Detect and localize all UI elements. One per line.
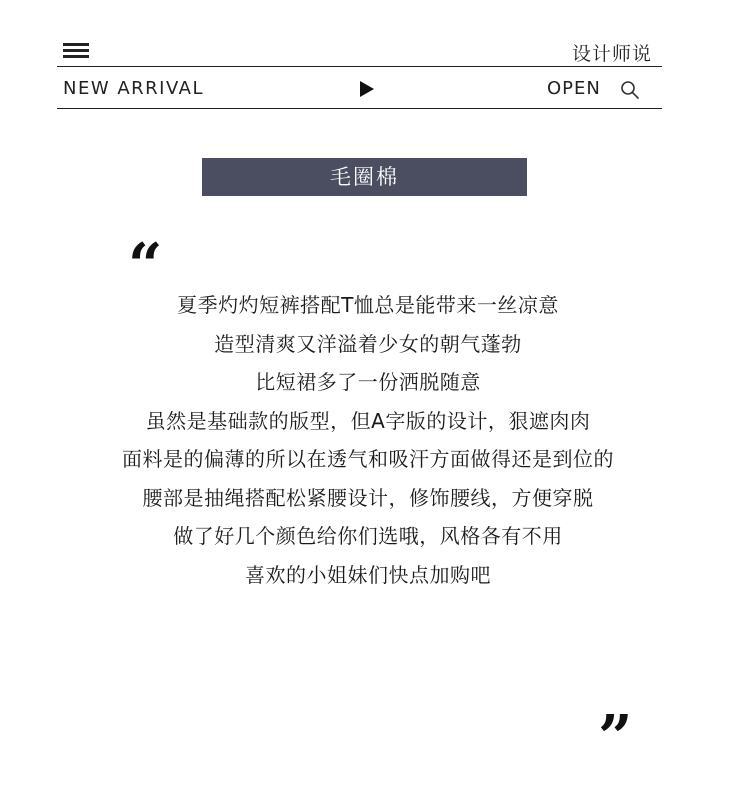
description-line: 喜欢的小姐妹们快点加购吧 — [245, 562, 491, 587]
description-line: 夏季灼灼短裤搭配T恤总是能带来一丝凉意 — [177, 293, 559, 317]
brand-label: 设计师说 — [571, 43, 652, 65]
open-link[interactable]: OPEN — [547, 78, 601, 99]
section-title: 毛圈棉 — [202, 158, 527, 196]
top-bar — [57, 36, 662, 67]
description-line: 腰部是抽绳搭配松紧腰设计，修饰腰线，方便穿脱 — [142, 485, 594, 510]
search-icon[interactable] — [620, 80, 640, 100]
hamburger-menu-icon[interactable] — [63, 43, 89, 59]
close-quote-mark: ” — [598, 703, 633, 773]
description-block — [0, 286, 736, 594]
open-quote-mark: “ — [128, 231, 163, 301]
description-line: 虽然是基础款的版型，但A字版的设计，狠遮肉肉 — [145, 408, 591, 433]
new-arrival-link[interactable]: NEW ARRIVAL — [63, 78, 204, 99]
nav-bar — [57, 68, 662, 109]
description-line: 比短裙多了一份洒脱随意 — [255, 370, 481, 394]
description-line: 面料是的偏薄的所以在透气和吸汗方面做得还是到位的 — [122, 447, 614, 471]
play-icon[interactable] — [360, 81, 374, 97]
description-line: 造型清爽又洋溢着少女的朝气蓬勃 — [214, 331, 522, 356]
description-line: 做了好几个颜色给你们选哦，风格各有不用 — [173, 524, 563, 548]
